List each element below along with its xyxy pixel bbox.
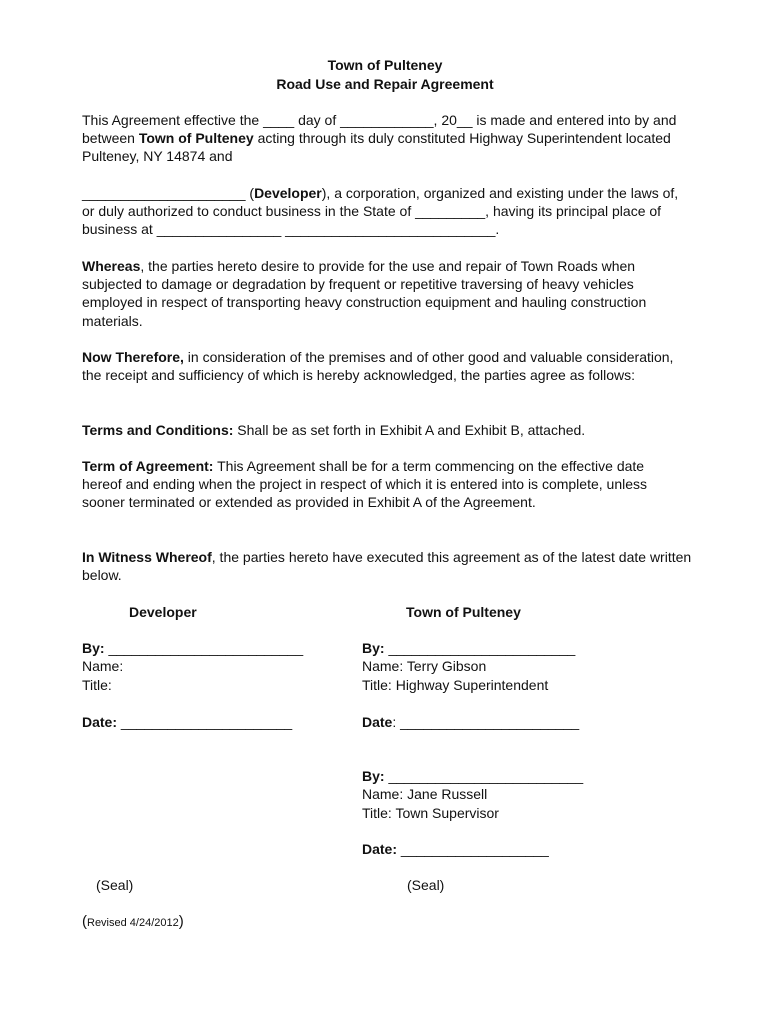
developer-date-line[interactable] [82,713,292,731]
whereas-paragraph [82,257,692,330]
town-name: Name: Terry Gibson [362,658,487,674]
developer-by-label: By: [82,640,105,656]
supervisor-by-line[interactable] [362,767,583,785]
now-therefore-label: Now Therefore, [82,349,184,365]
developer-date-blank: ______________________ [117,714,293,730]
supervisor-date-line[interactable] [362,840,549,858]
developer-date-label: Date: [82,714,118,730]
now-therefore-text: in consideration of the premises and of other good and valuable consideration, the receipt and sufficiency of which is hereby acknowledged, the parties agree as follows: [82,349,674,384]
intro-text-2: acting through its duly constituted Highway Superintendent located Pulteney, NY 14874 and [82,130,671,165]
town-seal: (Seal) [407,877,445,893]
supervisor-title: Title: Town Supervisor [362,805,499,821]
intro-town-name: Town of Pulteney [138,130,254,147]
town-date-label: Date [362,714,393,730]
developer-name-label: Name: [82,658,124,674]
document-title-town: Town of Pulteney [327,57,443,73]
developer-label: Developer [254,185,322,201]
town-heading: Town of Pulteney [406,604,521,620]
developer-by-line[interactable] [82,639,303,657]
term-of-agreement-text: This Agreement shall be for a term commencing on the effective date hereof and ending when the project in respect of which it is entered into is complete, unless sooner terminated or extended as provided in Exhibit A of the Agreement. [82,458,647,511]
terms-label: Terms and Conditions: [82,422,234,438]
revision-text: Revised 4/24/2012 [87,917,179,929]
whereas-text: , the parties hereto desire to provide for the use and repair of Town Roads when subjected to damage or degradation by frequent or repetitive traversing of heavy vehicles employed in respect of transporting heavy construction equipment and hauling construction materials. [82,258,647,329]
terms-text: Shall be as set forth in Exhibit A and Exhibit B, attached. [233,422,586,438]
town-by-blank: ________________________ [384,640,576,656]
term-of-agreement-label: Term of Agreement: [82,458,214,474]
town-by-label: By: [362,640,385,656]
terms-paragraph [82,421,692,439]
intro-paragraph [82,111,692,166]
developer-by-blank: _________________________ [104,640,304,656]
now-therefore-paragraph [82,348,692,384]
revision-close-paren: ) [178,913,184,930]
town-by-line[interactable] [362,639,575,657]
town-date-line[interactable] [362,713,579,731]
revision-open-paren: ( [82,913,87,930]
supervisor-by-label: By: [362,768,385,784]
town-title: Title: Highway Superintendent [362,677,549,693]
document-title-agreement: Road Use and Repair Agreement [276,76,494,92]
developer-blank: _____________________ ( [82,185,255,201]
developer-seal: (Seal) [96,877,134,893]
supervisor-by-blank: _________________________ [384,768,584,784]
witness-paragraph [82,548,692,584]
developer-paragraph [82,184,694,239]
town-date-blank: : _______________________ [392,714,580,730]
developer-heading: Developer [129,604,197,620]
intro-text-1: This Agreement effective the ____ day of ____________, 20__ is made and entered into by and between [82,112,677,147]
whereas-label: Whereas [82,258,141,274]
revision-note [82,913,184,932]
developer-title-label: Title: [82,677,112,693]
term-of-agreement-paragraph [82,457,682,512]
witness-label: In Witness Whereof [82,549,212,565]
supervisor-date-blank: ___________________ [397,841,549,857]
supervisor-name: Name: Jane Russell [362,786,488,802]
witness-text: , the parties hereto have executed this agreement as of the latest date written below. [82,549,692,584]
developer-text: ), a corporation, organized and existing under the laws of, or duly authorized to conduct business in the State of _________, having its principal place of business at ________________ ___________________________. [82,185,679,238]
supervisor-date-label: Date: [362,841,398,857]
